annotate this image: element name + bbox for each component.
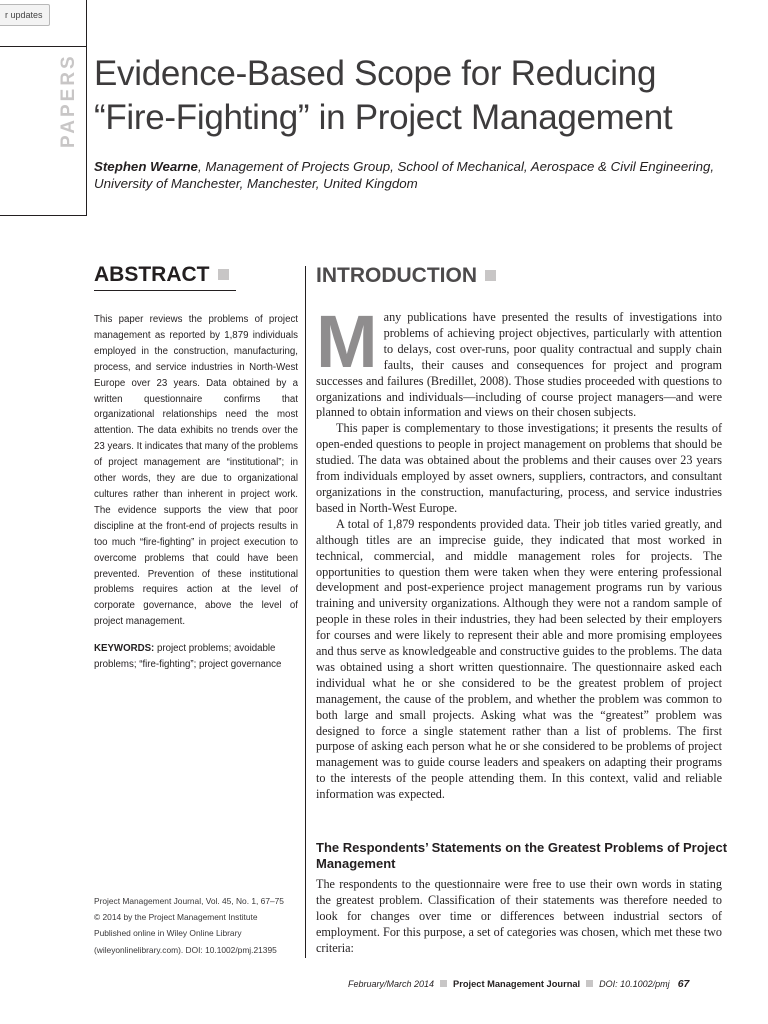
square-bullet-icon <box>218 269 229 280</box>
square-bullet-icon <box>485 270 496 281</box>
introduction-heading <box>316 264 496 288</box>
drop-cap: M <box>316 300 378 383</box>
author-affiliation: , Management of Projects Group, School of Mechanical, Aerospace & Civil Engineering, University of Manchester, Manchester, United Kingdom <box>94 159 715 191</box>
header-divider <box>0 46 86 47</box>
author-name: Stephen Wearne <box>94 159 198 174</box>
square-separator-icon <box>586 980 593 987</box>
footer-doi: DOI: 10.1002/pmj <box>599 979 670 989</box>
section-label: PAPERS <box>58 53 79 148</box>
intro-paragraph-2: This paper is complementary to those investigations; it presents the results of open-ended questions to people in project management on problems that should be studied. The data was obtained about the problems and their causes over 23 years from individuals employed by asset owners, suppliers, contractors, and consultant organizations in the construction, manufacturing, process, and service industries based in North-West Europe. <box>316 421 722 515</box>
square-separator-icon <box>440 980 447 987</box>
keywords-list: project problems; avoidable problems; “fire-fighting”; project governance <box>94 643 282 670</box>
footer-journal: Project Management Journal <box>453 979 581 989</box>
footer-date: February/March 2014 <box>348 979 435 989</box>
abstract-heading-text: ABSTRACT <box>94 263 210 286</box>
doi-notice: (wileyonlinelibrary.com). DOI: 10.1002/pmj.21395 <box>94 944 277 955</box>
page-number: 67 <box>677 978 690 990</box>
abstract-rule <box>94 290 236 291</box>
intro-paragraph-1 <box>316 300 722 421</box>
keywords-label: KEYWORDS: <box>94 643 155 654</box>
title-line-2: “Fire-Fighting” in Project Management <box>94 98 673 137</box>
abstract-text: This paper reviews the problems of project management as reported by 1,879 individuals employed in the construction, manufacturing, process, and service industries in North-West Europe over 23 years. Data obtained by a written questionnaire confirms that organizational relationships need the most attention. The data exhibits no trends over the 23 years. It indicates that many of the problems of project management are “institutional”; in other words, they are due to organizational cultures rather than inherent in project work. The evidence supports the view that poor discipline at the front-end of projects results in too much “fire-fighting” in project execution to overcome problems that could have been prevented. Prevention of these institutional problems requires action at the level of corporate governance, above the level of project management. <box>94 314 298 628</box>
check-for-updates-badge[interactable]: r updates <box>0 4 50 26</box>
margin-divider <box>86 0 87 216</box>
subsection-paragraph: The respondents to the questionnaire were free to use their own words in stating the greatest problem. Classification of their statements was therefore needed to look for changes over time or differences between industrial sectors of employment. For this purpose, a set of categories was chosen, which met these two criteria: <box>316 877 722 955</box>
intro-paragraph-1-text: any publications have presented the results of investigations into problems of achieving project objectives, particularly with attention to delays, cost over-runs, poor quality contractual and supply chain faults, their causes and consequences for project and program successes and failures (Bredillet, 2008). Those studies proceeded with questions to organizations and individuals—including of course project managers—and were planned to obtain information and views on their chosen subjects. <box>316 310 722 420</box>
journal-citation: Project Management Journal, Vol. 45, No. 1, 67–75 <box>94 896 284 906</box>
abstract-heading <box>94 263 229 287</box>
article-title <box>94 52 754 140</box>
copyright-notice: © 2014 by the Project Management Institute <box>94 912 258 923</box>
intro-paragraph-3: A total of 1,879 respondents provided data. Their job titles varied greatly, and although titles are an imprecise guide, they indicated that most worked in technical, commercial, and middle management roles for projects. The opportunities to question them were taken when they were entering professional development and post-experience project management programs run by various training and university organizations. Although they were not a random sample of people in these roles in their industries, they had been selected by their employers for courses and were likely to represent their able and more promising employees and thus serve as knowledgeable and constructive guides to the problems. The data was obtained using a short written questionnaire. The questionnaire asked each individual what he or she considered to be the greatest problem of project management, the cause of the problem, and whether the problem was common to both large and small projects. Asking what was the “greatest” problem was designed to force a single statement rather than a list of problems. The first purpose of asking each person what he or she considered to be problems of project management was to guide course leaders and speakers on adapting their programs to the interests of the people attending them. In this context, valid and reliable information was expected. <box>316 516 722 802</box>
subsection-heading: The Respondents’ Statements on the Greatest Problems of Project Management <box>316 840 728 871</box>
title-line-1: Evidence-Based Scope for Reducing <box>94 54 657 93</box>
header-bottom-divider <box>0 215 87 216</box>
column-divider <box>305 266 306 958</box>
online-notice: Published online in Wiley Online Library <box>94 928 242 939</box>
introduction-body <box>316 300 722 803</box>
publication-info <box>94 893 308 958</box>
page-footer <box>348 978 724 990</box>
author-byline <box>94 158 734 192</box>
keywords <box>94 641 298 673</box>
introduction-heading-text: INTRODUCTION <box>316 264 477 287</box>
